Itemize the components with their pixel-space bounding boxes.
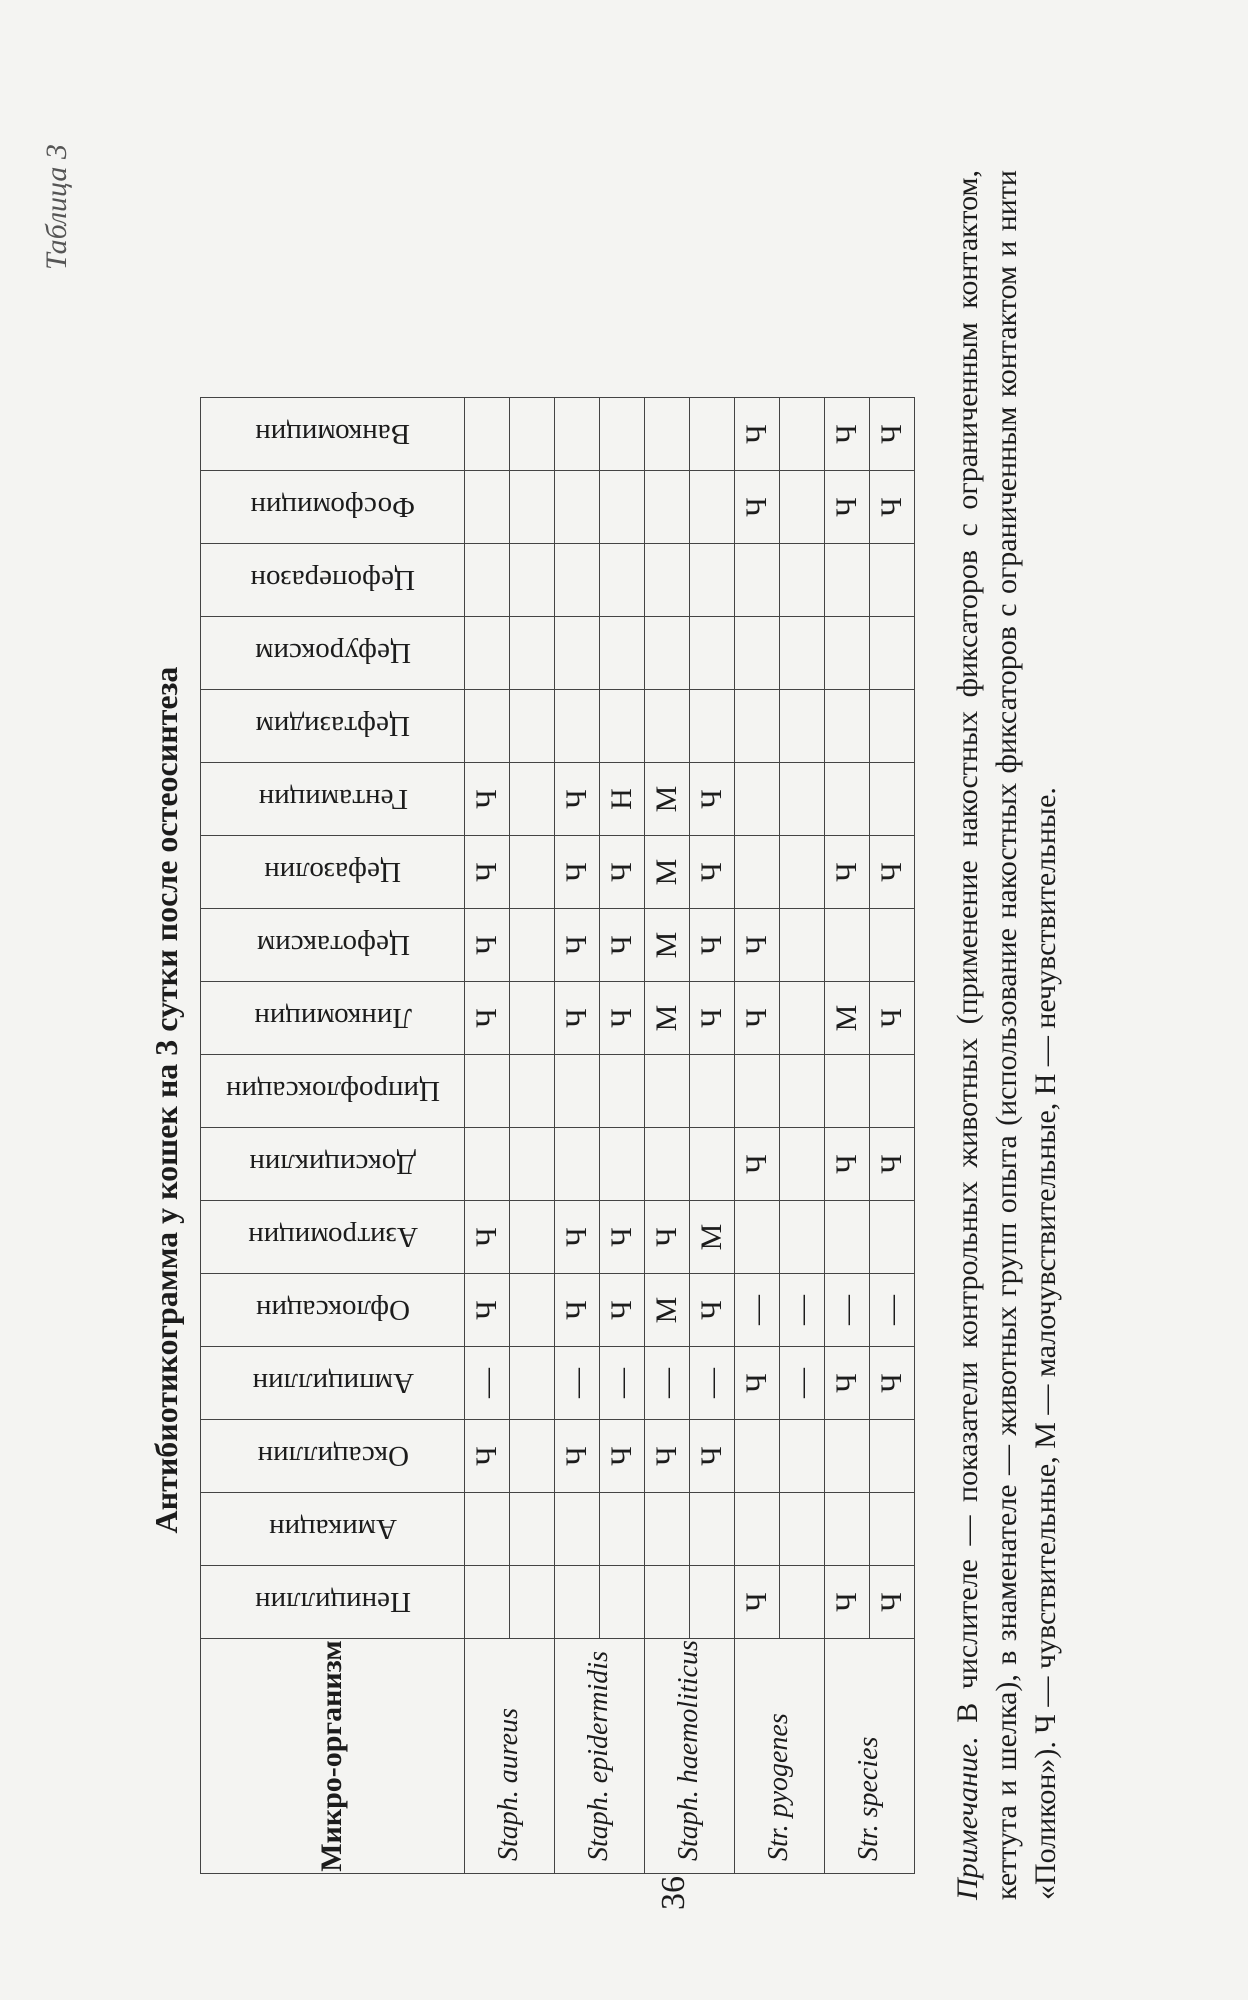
sensitivity-cell: Ч bbox=[555, 1420, 600, 1493]
header-antibiotic: Ампициллин bbox=[201, 1347, 465, 1420]
sensitivity-cell bbox=[735, 1201, 780, 1274]
sensitivity-cell: Ч bbox=[690, 763, 735, 836]
sensitivity-cell bbox=[510, 1274, 555, 1347]
sensitivity-cell bbox=[735, 1420, 780, 1493]
sensitivity-cell: Ч bbox=[600, 1201, 645, 1274]
sensitivity-cell bbox=[690, 1493, 735, 1566]
table-note bbox=[948, 170, 1065, 1900]
sensitivity-cell bbox=[600, 398, 645, 471]
sensitivity-cell: Ч bbox=[690, 836, 735, 909]
sensitivity-cell bbox=[645, 690, 690, 763]
sensitivity-cell bbox=[780, 1493, 825, 1566]
sensitivity-cell bbox=[735, 690, 780, 763]
sensitivity-cell bbox=[600, 1566, 645, 1639]
sensitivity-cell bbox=[690, 471, 735, 544]
sensitivity-cell bbox=[645, 471, 690, 544]
sensitivity-cell bbox=[825, 1493, 870, 1566]
table-row bbox=[645, 398, 690, 1874]
sensitivity-cell bbox=[510, 1201, 555, 1274]
sensitivity-cell bbox=[870, 1055, 915, 1128]
page-number: 36 bbox=[655, 1876, 692, 1910]
sensitivity-cell: Ч bbox=[600, 982, 645, 1055]
sensitivity-cell: — bbox=[870, 1274, 915, 1347]
sensitivity-cell bbox=[600, 1055, 645, 1128]
sensitivity-cell: Ч bbox=[555, 836, 600, 909]
table-row bbox=[465, 398, 510, 1874]
sensitivity-cell: Ч bbox=[600, 1274, 645, 1347]
sensitivity-cell bbox=[645, 398, 690, 471]
sensitivity-cell bbox=[735, 1493, 780, 1566]
sensitivity-cell: Ч bbox=[465, 1201, 510, 1274]
sensitivity-cell bbox=[780, 909, 825, 982]
sensitivity-cell bbox=[465, 1493, 510, 1566]
header-antibiotic: Амикацин bbox=[201, 1493, 465, 1566]
sensitivity-cell: М bbox=[645, 836, 690, 909]
sensitivity-cell bbox=[780, 690, 825, 763]
sensitivity-cell: — bbox=[780, 1274, 825, 1347]
sensitivity-cell bbox=[780, 1128, 825, 1201]
sensitivity-cell: М bbox=[690, 1201, 735, 1274]
sensitivity-cell bbox=[780, 544, 825, 617]
sensitivity-cell: Ч bbox=[555, 982, 600, 1055]
sensitivity-cell bbox=[465, 398, 510, 471]
sensitivity-cell bbox=[555, 1128, 600, 1201]
sensitivity-cell: Ч bbox=[870, 1128, 915, 1201]
sensitivity-cell bbox=[645, 617, 690, 690]
sensitivity-cell bbox=[465, 471, 510, 544]
sensitivity-cell bbox=[510, 1347, 555, 1420]
sensitivity-cell: Ч bbox=[870, 982, 915, 1055]
header-antibiotic: Пенициллин bbox=[201, 1566, 465, 1639]
sensitivity-cell bbox=[510, 763, 555, 836]
sensitivity-cell: Ч bbox=[735, 1128, 780, 1201]
sensitivity-cell bbox=[510, 617, 555, 690]
sensitivity-cell bbox=[780, 471, 825, 544]
sensitivity-cell bbox=[735, 836, 780, 909]
header-antibiotic: Доксициклин bbox=[201, 1128, 465, 1201]
sensitivity-cell bbox=[600, 1493, 645, 1566]
sensitivity-cell: — bbox=[690, 1347, 735, 1420]
sensitivity-cell bbox=[645, 1566, 690, 1639]
sensitivity-cell bbox=[690, 690, 735, 763]
sensitivity-cell: Ч bbox=[555, 909, 600, 982]
sensitivity-cell bbox=[600, 1128, 645, 1201]
header-antibiotic: Офлоксацин bbox=[201, 1274, 465, 1347]
sensitivity-cell bbox=[510, 1493, 555, 1566]
sensitivity-cell: Ч bbox=[825, 398, 870, 471]
header-antibiotic: Цефоперазон bbox=[201, 544, 465, 617]
header-antibiotic: Азитромицин bbox=[201, 1201, 465, 1274]
header-microorganism: Микро-организм bbox=[201, 1639, 465, 1874]
table-row bbox=[825, 398, 870, 1874]
header-antibiotic: Цефотаксим bbox=[201, 909, 465, 982]
sensitivity-cell: — bbox=[735, 1274, 780, 1347]
table-row bbox=[555, 398, 600, 1874]
sensitivity-cell bbox=[735, 1055, 780, 1128]
sensitivity-cell: Ч bbox=[735, 471, 780, 544]
sensitivity-cell: Ч bbox=[555, 763, 600, 836]
sensitivity-cell bbox=[600, 690, 645, 763]
header-antibiotic: Ципрофлоксацин bbox=[201, 1055, 465, 1128]
sensitivity-cell: Ч bbox=[870, 1566, 915, 1639]
sensitivity-cell bbox=[780, 1566, 825, 1639]
sensitivity-cell bbox=[870, 617, 915, 690]
sensitivity-cell: Ч bbox=[555, 1274, 600, 1347]
sensitivity-cell: Н bbox=[600, 763, 645, 836]
sensitivity-cell: Ч bbox=[735, 982, 780, 1055]
sensitivity-cell: М bbox=[645, 763, 690, 836]
sensitivity-cell bbox=[510, 1128, 555, 1201]
sensitivity-cell bbox=[510, 471, 555, 544]
sensitivity-cell: Ч bbox=[600, 836, 645, 909]
sensitivity-cell bbox=[555, 1566, 600, 1639]
sensitivity-cell: — bbox=[780, 1347, 825, 1420]
sensitivity-cell bbox=[690, 398, 735, 471]
sensitivity-cell bbox=[825, 1420, 870, 1493]
sensitivity-cell bbox=[870, 690, 915, 763]
sensitivity-cell: Ч bbox=[825, 1566, 870, 1639]
sensitivity-cell: Ч bbox=[870, 471, 915, 544]
sensitivity-cell bbox=[600, 617, 645, 690]
sensitivity-cell bbox=[780, 617, 825, 690]
sensitivity-cell: Ч bbox=[735, 909, 780, 982]
note-text: В числителе — показатели контрольных животных (применение накостных фиксаторов с ограниченным контактом, кеттута и шелка), в знаменателе — животных групп опыта (использование накостных фиксаторов с ограниченным контактом и нити «Поликон»). Ч — чувствительные, М — малочувствительные, Н — нечувствительные. bbox=[951, 170, 1062, 1900]
sensitivity-cell bbox=[780, 1201, 825, 1274]
sensitivity-cell bbox=[555, 617, 600, 690]
sensitivity-cell bbox=[645, 1128, 690, 1201]
sensitivity-cell: Ч bbox=[735, 1347, 780, 1420]
sensitivity-cell bbox=[510, 1420, 555, 1493]
sensitivity-cell bbox=[690, 1566, 735, 1639]
antibiogram-table bbox=[200, 397, 915, 1874]
organism-cell: Str. pyogenes bbox=[735, 1639, 825, 1874]
sensitivity-cell bbox=[600, 544, 645, 617]
sensitivity-cell bbox=[510, 544, 555, 617]
sensitivity-cell bbox=[690, 617, 735, 690]
header-antibiotic: Оксациллин bbox=[201, 1420, 465, 1493]
sensitivity-cell bbox=[780, 398, 825, 471]
sensitivity-cell bbox=[510, 398, 555, 471]
sensitivity-cell: Ч bbox=[825, 1347, 870, 1420]
sensitivity-cell: Ч bbox=[690, 909, 735, 982]
sensitivity-cell bbox=[510, 836, 555, 909]
sensitivity-cell bbox=[555, 544, 600, 617]
sensitivity-cell: Ч bbox=[645, 1201, 690, 1274]
sensitivity-cell bbox=[555, 1055, 600, 1128]
sensitivity-cell bbox=[465, 544, 510, 617]
sensitivity-cell bbox=[690, 1055, 735, 1128]
sensitivity-cell: Ч bbox=[735, 1566, 780, 1639]
sensitivity-cell: Ч bbox=[870, 836, 915, 909]
sensitivity-cell: Ч bbox=[465, 1274, 510, 1347]
sensitivity-cell bbox=[465, 617, 510, 690]
sensitivity-cell bbox=[600, 471, 645, 544]
note-label: Примечание. bbox=[951, 1736, 984, 1900]
header-antibiotic: Цефазолин bbox=[201, 836, 465, 909]
sensitivity-cell bbox=[825, 690, 870, 763]
organism-cell: Staph. aureus bbox=[465, 1639, 555, 1874]
sensitivity-cell bbox=[555, 690, 600, 763]
sensitivity-cell: М bbox=[825, 982, 870, 1055]
sensitivity-cell bbox=[690, 1128, 735, 1201]
sensitivity-cell bbox=[465, 690, 510, 763]
sensitivity-cell bbox=[825, 544, 870, 617]
sensitivity-cell: Ч bbox=[690, 982, 735, 1055]
sensitivity-cell: — bbox=[465, 1347, 510, 1420]
sensitivity-cell: Ч bbox=[465, 909, 510, 982]
sensitivity-cell bbox=[780, 763, 825, 836]
sensitivity-cell bbox=[465, 1566, 510, 1639]
header-antibiotic: Линкомицин bbox=[201, 982, 465, 1055]
sensitivity-cell bbox=[465, 1128, 510, 1201]
sensitivity-cell: — bbox=[555, 1347, 600, 1420]
sensitivity-cell bbox=[870, 1201, 915, 1274]
organism-cell: Str. species bbox=[825, 1639, 915, 1874]
sensitivity-cell: М bbox=[645, 1274, 690, 1347]
sensitivity-cell bbox=[735, 544, 780, 617]
sensitivity-cell bbox=[735, 763, 780, 836]
sensitivity-cell bbox=[780, 1055, 825, 1128]
sensitivity-cell bbox=[510, 1566, 555, 1639]
sensitivity-cell: — bbox=[600, 1347, 645, 1420]
sensitivity-cell bbox=[555, 1493, 600, 1566]
sensitivity-cell bbox=[645, 1493, 690, 1566]
sensitivity-cell: Ч bbox=[690, 1420, 735, 1493]
table-row bbox=[735, 398, 780, 1874]
sensitivity-cell bbox=[645, 1055, 690, 1128]
sensitivity-cell bbox=[870, 1420, 915, 1493]
sensitivity-cell: Ч bbox=[465, 836, 510, 909]
table-label: Таблица 3 bbox=[40, 144, 73, 270]
sensitivity-cell: М bbox=[645, 909, 690, 982]
sensitivity-cell bbox=[870, 1493, 915, 1566]
sensitivity-cell bbox=[825, 909, 870, 982]
sensitivity-cell: Ч bbox=[465, 982, 510, 1055]
sensitivity-cell bbox=[870, 544, 915, 617]
sensitivity-cell bbox=[510, 909, 555, 982]
sensitivity-cell bbox=[870, 909, 915, 982]
header-antibiotic: Ванкомицин bbox=[201, 398, 465, 471]
sensitivity-cell bbox=[555, 398, 600, 471]
header-antibiotic: Фосфомицин bbox=[201, 471, 465, 544]
sensitivity-cell bbox=[690, 544, 735, 617]
sensitivity-cell bbox=[510, 1055, 555, 1128]
sensitivity-cell bbox=[555, 471, 600, 544]
sensitivity-cell bbox=[465, 1055, 510, 1128]
sensitivity-cell bbox=[780, 836, 825, 909]
sensitivity-cell bbox=[780, 982, 825, 1055]
sensitivity-cell bbox=[825, 1055, 870, 1128]
sensitivity-cell: Ч bbox=[870, 398, 915, 471]
table-title: Антибиотикограмма у кошек на 3 сутки после остеосинтеза bbox=[148, 666, 184, 1534]
sensitivity-cell: Ч bbox=[465, 1420, 510, 1493]
organism-cell: Staph. epidermidis bbox=[555, 1639, 645, 1874]
sensitivity-cell: Ч bbox=[825, 471, 870, 544]
sensitivity-cell: М bbox=[645, 982, 690, 1055]
sensitivity-cell bbox=[825, 1201, 870, 1274]
header-antibiotic: Гентамицин bbox=[201, 763, 465, 836]
sensitivity-cell: — bbox=[645, 1347, 690, 1420]
table-header-row bbox=[201, 398, 465, 1874]
sensitivity-cell bbox=[780, 1420, 825, 1493]
sensitivity-cell bbox=[825, 617, 870, 690]
sensitivity-cell: Ч bbox=[825, 836, 870, 909]
sensitivity-cell: Ч bbox=[870, 1347, 915, 1420]
sensitivity-cell bbox=[510, 690, 555, 763]
sensitivity-cell bbox=[645, 544, 690, 617]
sensitivity-cell: Ч bbox=[645, 1420, 690, 1493]
header-antibiotic: Цефуроксим bbox=[201, 617, 465, 690]
sensitivity-cell: Ч bbox=[735, 398, 780, 471]
sensitivity-cell bbox=[825, 763, 870, 836]
sensitivity-cell: Ч bbox=[555, 1201, 600, 1274]
sensitivity-cell: Ч bbox=[825, 1128, 870, 1201]
sensitivity-cell: Ч bbox=[465, 763, 510, 836]
sensitivity-cell: Ч bbox=[600, 909, 645, 982]
header-antibiotic: Цефтазидим bbox=[201, 690, 465, 763]
sensitivity-cell: — bbox=[825, 1274, 870, 1347]
sensitivity-cell: Ч bbox=[690, 1274, 735, 1347]
sensitivity-cell bbox=[510, 982, 555, 1055]
organism-cell: Staph. haemoliticus bbox=[645, 1639, 735, 1874]
sensitivity-cell bbox=[735, 617, 780, 690]
sensitivity-cell: Ч bbox=[600, 1420, 645, 1493]
sensitivity-cell bbox=[870, 763, 915, 836]
